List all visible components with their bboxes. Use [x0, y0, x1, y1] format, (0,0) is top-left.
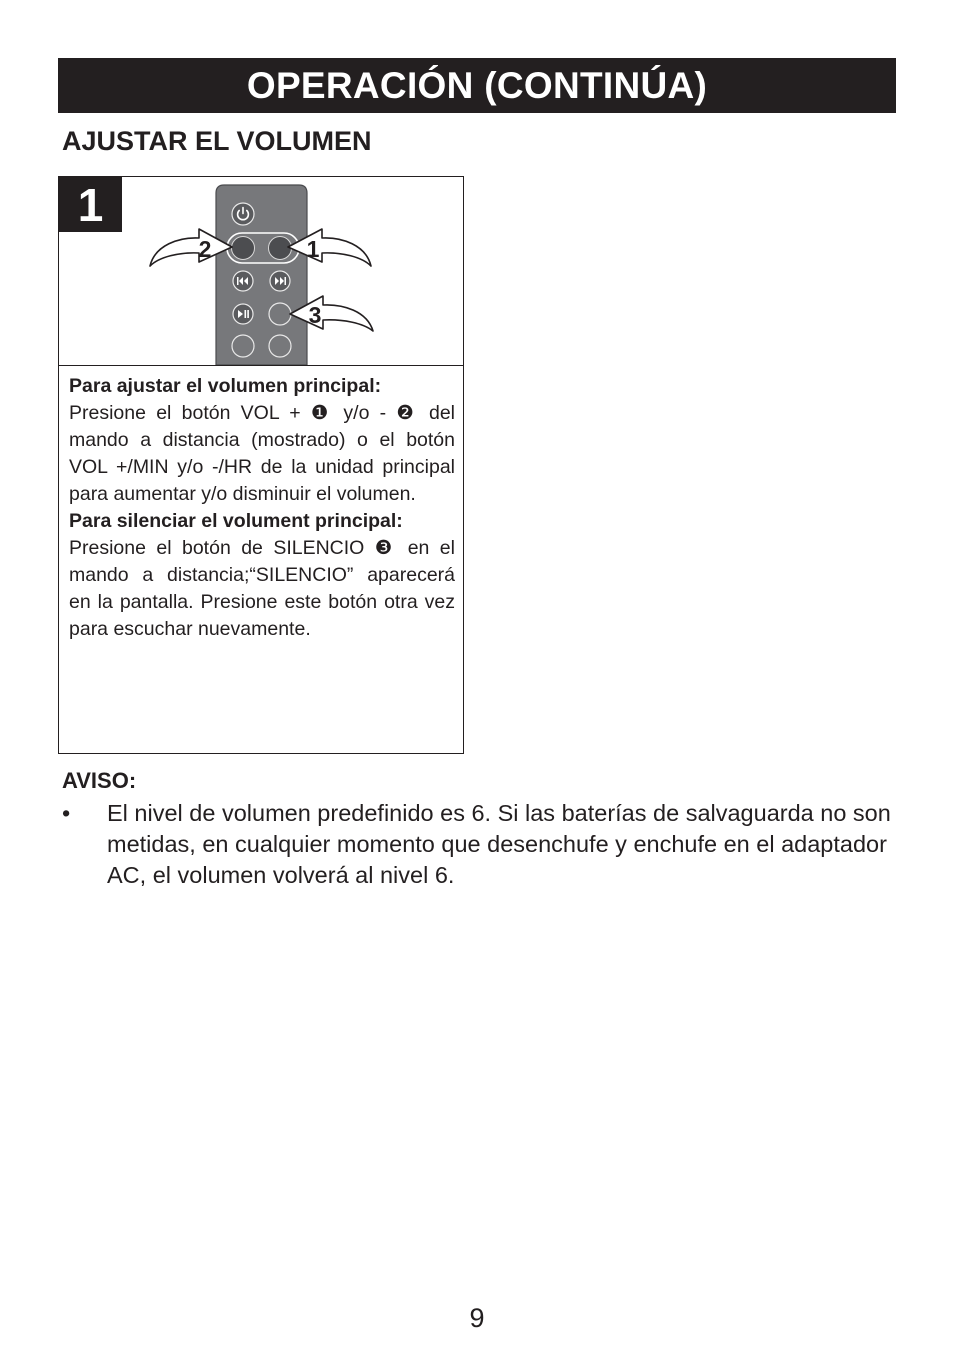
- instructions: [69, 373, 455, 643]
- power-button: [232, 203, 254, 225]
- notice-text: El nivel de volumen predefinido es 6. Si las baterías de salvaguarda no son metidas, en cualquier momento que desenchufe y enchufe en el adaptador AC, el volumen volverá al nivel 6.: [107, 800, 891, 888]
- page-title: OPERACIÓN (CONTINÚA): [246, 64, 708, 106]
- notice-title: AVISO:: [62, 768, 137, 793]
- bullet: •: [62, 800, 71, 826]
- remote-control-body: [216, 185, 307, 365]
- page-number: 9: [469, 1303, 485, 1333]
- header-bar: [58, 58, 896, 113]
- notice-item: [62, 798, 896, 891]
- step-number: 1: [59, 177, 122, 232]
- callout-label-2: 2: [198, 236, 212, 262]
- instruction-subhead: Para ajustar el volumen principal:: [69, 375, 382, 397]
- volume-up-button: [269, 237, 292, 260]
- step-box: [58, 176, 464, 754]
- section-title: AJUSTAR EL VOLUMEN: [62, 126, 372, 156]
- previous-track-button: [233, 271, 253, 291]
- callout-label-1: 1: [306, 236, 320, 262]
- callout-label-3: 3: [308, 302, 322, 328]
- instruction-subhead: Para silenciar el volument principal:: [69, 510, 403, 532]
- instruction-text: Presione el botón de SILENCIO ❸ en el mando a distancia;“SILENCIO” aparecerá en la pantalla. Presione este botón otra vez para escuchar nuevamente.: [69, 537, 455, 640]
- divider: [59, 365, 463, 366]
- play-pause-button: [233, 304, 253, 324]
- next-track-button: [270, 271, 290, 291]
- instruction-text: Presione el botón VOL + ❶ y/o - ❷ del mando a distancia (mostrado) o el botón VOL +/MIN y/o -/HR de la unidad principal para aumentar y/o disminuir el volumen.: [69, 402, 455, 505]
- volume-down-button: [232, 237, 255, 260]
